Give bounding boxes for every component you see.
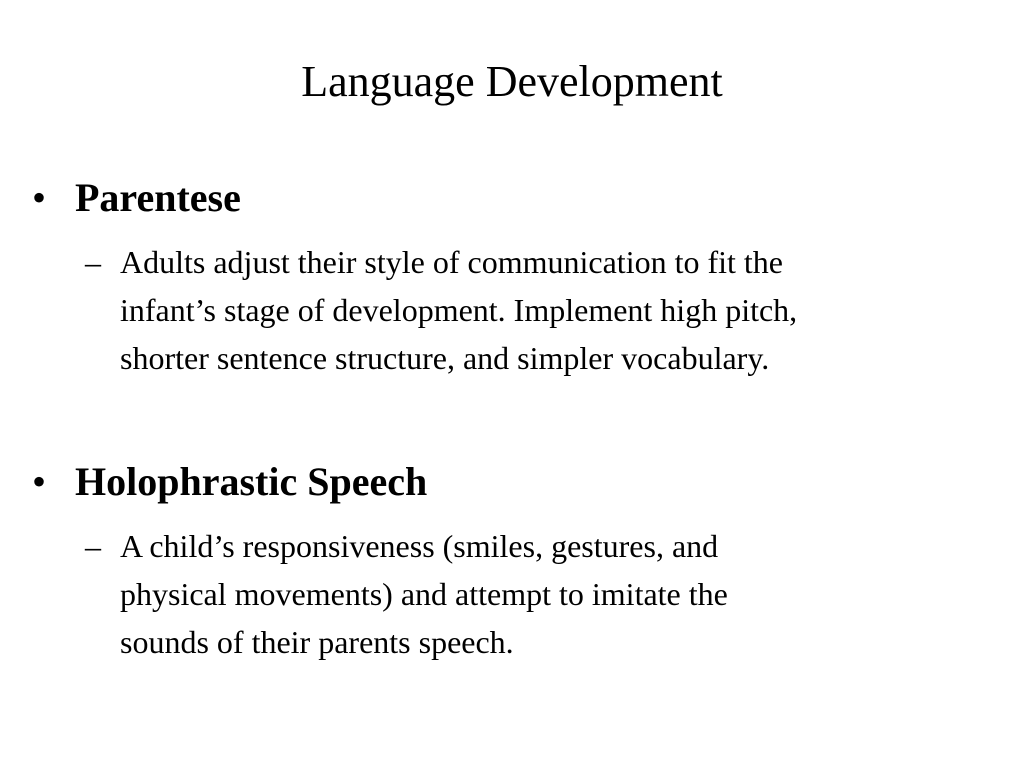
bullet-heading: Holophrastic Speech bbox=[75, 459, 428, 504]
sub-bullet-text: A child’s responsiveness (smiles, gestures, and physical movements) and attempt to imitate the sounds of their parents speech. bbox=[120, 528, 728, 660]
sub-bullet bbox=[32, 238, 992, 382]
sub-bullet-marker: – bbox=[85, 244, 101, 280]
bullet-row bbox=[32, 452, 992, 512]
sub-bullet bbox=[32, 522, 992, 666]
bullet-row bbox=[32, 168, 992, 228]
sub-bullet-text: Adults adjust their style of communication to fit the infant’s stage of development. Implement high pitch, shorter sentence structure, and simpler vocabulary. bbox=[120, 244, 798, 376]
sub-bullet-marker: – bbox=[85, 528, 101, 564]
bullet-marker: • bbox=[32, 459, 47, 504]
bullet-heading: Parentese bbox=[75, 175, 241, 220]
bullet-marker: • bbox=[32, 175, 47, 220]
slide-title: Language Development bbox=[301, 57, 723, 106]
bullet-holophrastic-speech bbox=[32, 452, 992, 666]
bullet-parentese bbox=[32, 168, 992, 382]
